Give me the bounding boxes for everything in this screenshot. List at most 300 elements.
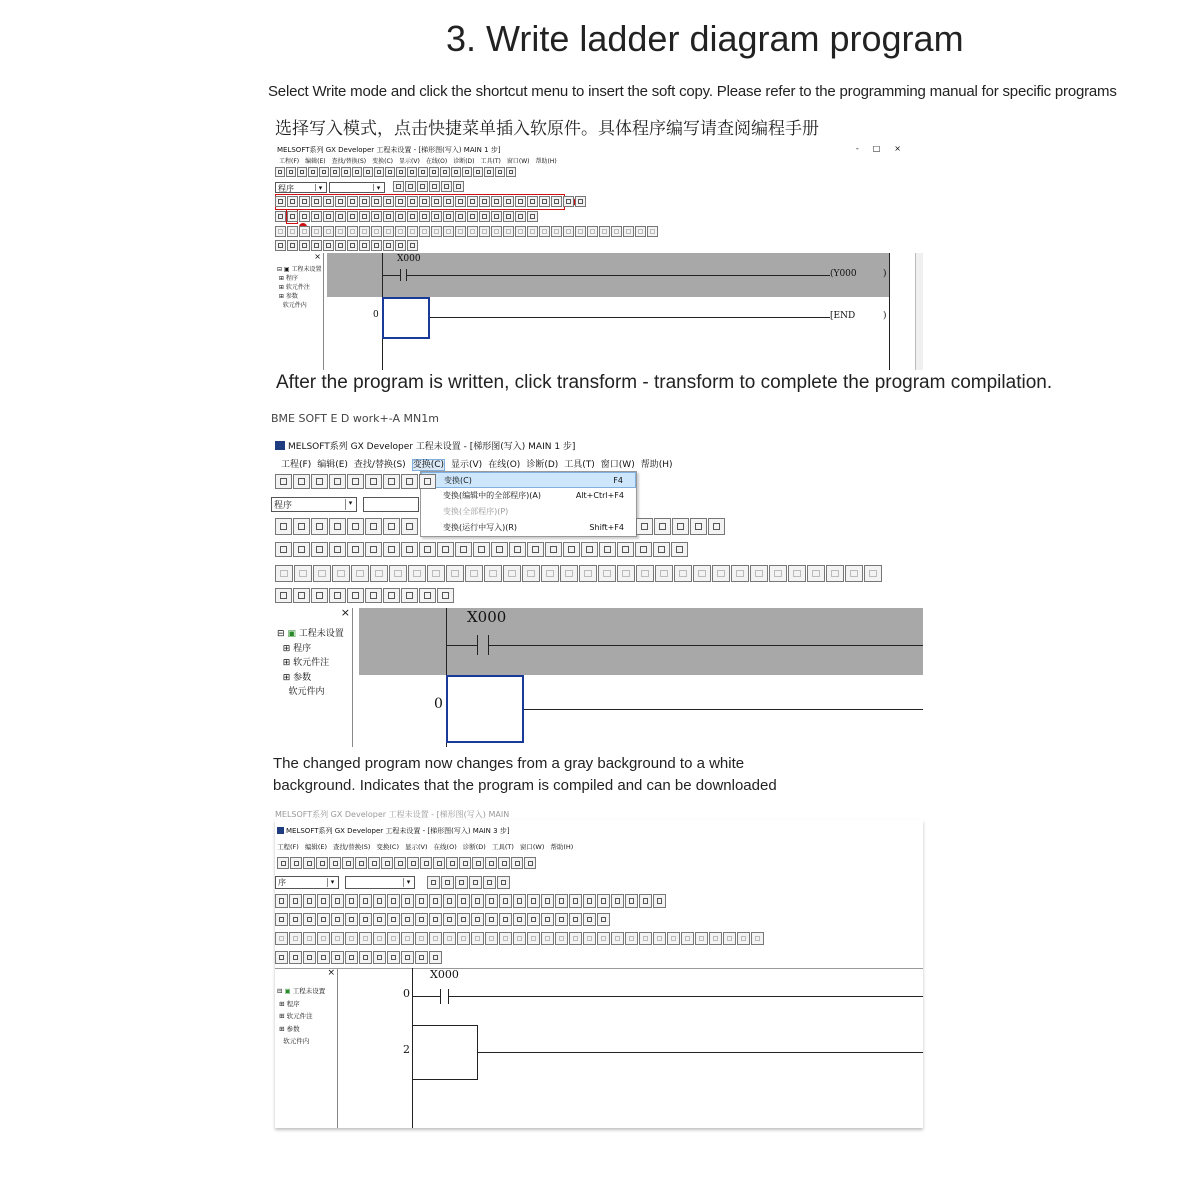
toolbar-icon-button[interactable] (303, 951, 316, 964)
toolbar-icon-button[interactable] (373, 913, 386, 926)
toolbar-icon-button[interactable] (359, 196, 370, 207)
toolbar-icon-button[interactable] (599, 542, 616, 557)
toolbar-icon-button[interactable] (396, 167, 406, 177)
toolbar-icon-button[interactable] (636, 518, 653, 535)
toolbar-icon-button[interactable] (527, 894, 540, 908)
tree-parameter[interactable]: ⊞ 参数 (277, 1024, 300, 1033)
toolbar-icon-button[interactable] (551, 196, 562, 207)
toolbar-icon-button[interactable] (308, 167, 318, 177)
toolbar-icon-button[interactable] (472, 857, 484, 869)
toolbar-icon-button[interactable] (389, 565, 407, 582)
toolbar-icon-button[interactable] (465, 565, 483, 582)
toolbar-icon-button[interactable] (311, 542, 328, 557)
menu-convert[interactable]: 变换(C) (376, 843, 400, 851)
toolbar-icon-button[interactable] (597, 913, 610, 926)
toolbar-icon-button[interactable] (347, 518, 364, 535)
toolbar-icon-button[interactable] (395, 196, 406, 207)
menu-item-convert-online[interactable]: 变换(运行中写入)(R) Shift+F4 (443, 523, 624, 532)
toolbar-icon-button[interactable] (347, 542, 364, 557)
toolbar-icon-button[interactable] (451, 167, 461, 177)
toolbar-icon-button[interactable] (341, 167, 351, 177)
toolbar-icon-button[interactable] (462, 167, 472, 177)
toolbar-icon-button[interactable] (498, 857, 510, 869)
toolbar-icon-button[interactable] (446, 857, 458, 869)
edit-cursor[interactable] (446, 675, 524, 743)
toolbar-icon-button[interactable] (443, 211, 454, 222)
toolbar-icon-button[interactable] (359, 913, 372, 926)
tree-parameter[interactable]: ⊞ 参数 (277, 293, 298, 300)
menu-find-replace[interactable]: 查找/替换(S) (331, 158, 367, 165)
menu-diagnostics[interactable]: 诊断(D) (453, 158, 475, 165)
toolbar-icon-button[interactable] (524, 857, 536, 869)
toolbar-icon-button[interactable] (289, 913, 302, 926)
toolbar-icon-button[interactable] (527, 196, 538, 207)
toolbar-icon-button[interactable] (311, 588, 328, 603)
menu-help[interactable]: 帮助(H) (535, 158, 557, 165)
toolbar-icon-button[interactable] (331, 894, 344, 908)
toolbar-icon-button[interactable] (359, 932, 372, 945)
toolbar-icon-button[interactable] (352, 167, 362, 177)
toolbar-icon-button[interactable] (653, 894, 666, 908)
toolbar-icon-button[interactable] (611, 894, 624, 908)
menu-project[interactable]: 工程(F) (281, 460, 312, 470)
toolbar-icon-button[interactable] (351, 565, 369, 582)
toolbar-icon-button[interactable] (419, 542, 436, 557)
toolbar-icon-button[interactable] (457, 894, 470, 908)
toolbar-icon-button[interactable] (373, 951, 386, 964)
toolbar-icon-button[interactable] (332, 565, 350, 582)
menu-online[interactable]: 在线(O) (425, 158, 448, 165)
toolbar-icon-button[interactable] (383, 226, 394, 237)
toolbar-icon-button[interactable] (617, 565, 635, 582)
toolbar-icon-button[interactable] (275, 196, 286, 207)
toolbar-icon-button[interactable] (383, 240, 394, 251)
toolbar-icon-button[interactable] (275, 951, 288, 964)
toolbar-icon-button[interactable] (583, 932, 596, 945)
toolbar-icon-button[interactable] (420, 857, 432, 869)
toolbar-icon-button[interactable] (365, 542, 382, 557)
toolbar-icon-button[interactable] (431, 196, 442, 207)
toolbar-icon-button[interactable] (541, 913, 554, 926)
toolbar-icon-button[interactable] (427, 565, 445, 582)
menu-window[interactable]: 窗口(W) (519, 843, 545, 851)
toolbar-icon-button[interactable] (541, 894, 554, 908)
toolbar-icon-button[interactable] (446, 565, 464, 582)
program-combo[interactable]: 序 ▾ (275, 876, 339, 889)
toolbar-icon-button[interactable] (437, 542, 454, 557)
toolbar-icon-button[interactable] (455, 876, 468, 889)
toolbar-icon-button[interactable] (373, 932, 386, 945)
menu-window[interactable]: 窗口(W) (506, 158, 530, 165)
tree-root[interactable]: ⊟ ▣ 工程未设置 (277, 987, 326, 995)
menu-tools[interactable]: 工具(T) (480, 158, 501, 165)
toolbar-icon-button[interactable] (287, 196, 298, 207)
toolbar-icon-button[interactable] (311, 474, 328, 489)
toolbar-icon-button[interactable] (457, 932, 470, 945)
toolbar-icon-button[interactable] (484, 167, 494, 177)
toolbar-icon-button[interactable] (499, 913, 512, 926)
toolbar-icon-button[interactable] (597, 894, 610, 908)
toolbar-icon-button[interactable] (335, 211, 346, 222)
toolbar-icon-button[interactable] (293, 474, 310, 489)
toolbar-icon-button[interactable] (485, 857, 497, 869)
toolbar-icon-button[interactable] (625, 894, 638, 908)
toolbar-icon-button[interactable] (287, 240, 298, 251)
tree-device-comment[interactable]: ⊞ 软元件注 (277, 1012, 313, 1020)
menu-edit[interactable]: 编辑(E) (304, 843, 327, 851)
toolbar-icon-button[interactable] (359, 951, 372, 964)
toolbar-icon-button[interactable] (385, 167, 395, 177)
toolbar-icon-button[interactable] (407, 196, 418, 207)
toolbar-icon-button[interactable] (497, 876, 510, 889)
toolbar-icon-button[interactable] (427, 876, 440, 889)
toolbar-icon-button[interactable] (443, 913, 456, 926)
menu-item-convert-all-editing[interactable]: 变换(编辑中的全部程序)(A) Alt+Ctrl+F4 (443, 491, 624, 500)
toolbar-icon-button[interactable] (387, 951, 400, 964)
toolbar-icon-button[interactable] (313, 565, 331, 582)
toolbar-icon-button[interactable] (479, 196, 490, 207)
toolbar-icon-button[interactable] (407, 240, 418, 251)
block-combo[interactable]: ▾ (345, 876, 415, 889)
toolbar-icon-button[interactable] (769, 565, 787, 582)
toolbar-icon-button[interactable] (788, 565, 806, 582)
toolbar-icon-button[interactable] (335, 196, 346, 207)
toolbar-icon-button[interactable] (625, 932, 638, 945)
toolbar-icon-button[interactable] (441, 876, 454, 889)
toolbar-icon-button[interactable] (569, 913, 582, 926)
toolbar-icon-button[interactable] (415, 951, 428, 964)
toolbar-icon-button[interactable] (455, 226, 466, 237)
toolbar-icon-button[interactable] (395, 240, 406, 251)
toolbar-icon-button[interactable] (443, 894, 456, 908)
toolbar-icon-button[interactable] (437, 588, 454, 603)
toolbar-icon-button[interactable] (506, 167, 516, 177)
toolbar-icon-button[interactable] (368, 857, 380, 869)
toolbar-icon-button[interactable] (491, 196, 502, 207)
tree-parameter[interactable]: ⊞ 参数 (277, 672, 312, 683)
edit-cursor[interactable] (382, 297, 430, 339)
toolbar-icon-button[interactable] (479, 211, 490, 222)
program-combo[interactable]: 程序 ▾ (271, 497, 357, 512)
toolbar-icon-button[interactable] (555, 932, 568, 945)
close-button[interactable]: × (894, 144, 915, 153)
menu-window[interactable]: 窗口(W) (600, 460, 635, 470)
toolbar-icon-button[interactable] (579, 565, 597, 582)
close-tree-icon[interactable]: × (327, 968, 335, 978)
toolbar-icon-button[interactable] (311, 518, 328, 535)
toolbar-icon-button[interactable] (359, 240, 370, 251)
toolbar-icon-button[interactable] (401, 894, 414, 908)
maximize-button[interactable]: □ (872, 144, 895, 153)
toolbar-icon-button[interactable] (681, 932, 694, 945)
toolbar-icon-button[interactable] (433, 857, 445, 869)
toolbar-icon-button[interactable] (299, 196, 310, 207)
toolbar-icon-button[interactable] (527, 913, 540, 926)
toolbar-icon-button[interactable] (345, 894, 358, 908)
toolbar-icon-button[interactable] (459, 857, 471, 869)
toolbar-icon-button[interactable] (479, 226, 490, 237)
toolbar-icon-button[interactable] (289, 932, 302, 945)
toolbar-icon-button[interactable] (370, 565, 388, 582)
toolbar-icon-button[interactable] (347, 196, 358, 207)
menu-view[interactable]: 显示(V) (451, 460, 483, 470)
toolbar-icon-button[interactable] (635, 542, 652, 557)
toolbar-icon-button[interactable] (275, 211, 286, 222)
toolbar-icon-button[interactable] (639, 894, 652, 908)
toolbar-icon-button[interactable] (443, 932, 456, 945)
menu-tools[interactable]: 工具(T) (564, 460, 595, 470)
vertical-scrollbar[interactable] (915, 253, 923, 370)
menu-item-convert[interactable]: 变换(C) F4 (421, 472, 636, 488)
toolbar-icon-button[interactable] (335, 226, 346, 237)
toolbar-icon-button[interactable] (319, 167, 329, 177)
toolbar-icon-button[interactable] (515, 211, 526, 222)
toolbar-icon-button[interactable] (329, 518, 346, 535)
toolbar-icon-button[interactable] (365, 518, 382, 535)
toolbar-icon-button[interactable] (513, 894, 526, 908)
toolbar-icon-button[interactable] (443, 196, 454, 207)
toolbar-icon-button[interactable] (471, 894, 484, 908)
toolbar-icon-button[interactable] (636, 565, 654, 582)
toolbar-icon-button[interactable] (395, 211, 406, 222)
toolbar-icon-button[interactable] (311, 226, 322, 237)
toolbar-icon-button[interactable] (323, 211, 334, 222)
toolbar-icon-button[interactable] (429, 167, 439, 177)
toolbar-icon-button[interactable] (647, 226, 658, 237)
toolbar-icon-button[interactable] (511, 857, 523, 869)
toolbar-icon-button[interactable] (708, 518, 725, 535)
toolbar-icon-button[interactable] (407, 226, 418, 237)
toolbar-icon-button[interactable] (293, 542, 310, 557)
toolbar-icon-button[interactable] (317, 913, 330, 926)
toolbar-icon-button[interactable] (491, 542, 508, 557)
tree-device-comment[interactable]: ⊞ 软元件注 (277, 658, 330, 668)
toolbar-icon-button[interactable] (275, 932, 288, 945)
toolbar-icon-button[interactable] (485, 932, 498, 945)
toolbar-icon-button[interactable] (471, 913, 484, 926)
toolbar-icon-button[interactable] (671, 542, 688, 557)
toolbar-icon-button[interactable] (674, 565, 692, 582)
toolbar-icon-button[interactable] (515, 196, 526, 207)
toolbar-icon-button[interactable] (539, 226, 550, 237)
toolbar-icon-button[interactable] (275, 894, 288, 908)
toolbar-icon-button[interactable] (383, 588, 400, 603)
toolbar-icon-button[interactable] (467, 211, 478, 222)
toolbar-icon-button[interactable] (503, 211, 514, 222)
toolbar-icon-button[interactable] (560, 565, 578, 582)
toolbar-icon-button[interactable] (401, 913, 414, 926)
toolbar-icon-button[interactable] (329, 542, 346, 557)
toolbar-icon-button[interactable] (807, 565, 825, 582)
toolbar-icon-button[interactable] (419, 588, 436, 603)
toolbar-icon-button[interactable] (443, 226, 454, 237)
tree-root[interactable]: ⊟ ▣ 工程未设置 (277, 629, 344, 639)
toolbar-icon-button[interactable] (527, 211, 538, 222)
toolbar-icon-button[interactable] (345, 951, 358, 964)
toolbar-icon-button[interactable] (499, 894, 512, 908)
toolbar-icon-button[interactable] (440, 167, 450, 177)
toolbar-icon-button[interactable] (583, 894, 596, 908)
toolbar-icon-button[interactable] (417, 181, 428, 192)
toolbar-icon-button[interactable] (563, 542, 580, 557)
toolbar-icon-button[interactable] (330, 167, 340, 177)
toolbar-icon-button[interactable] (275, 474, 292, 489)
toolbar-icon-button[interactable] (672, 518, 689, 535)
toolbar-icon-button[interactable] (303, 894, 316, 908)
toolbar-icon-button[interactable] (419, 196, 430, 207)
toolbar-icon-button[interactable] (491, 226, 502, 237)
tree-program[interactable]: ⊞ 程序 (277, 275, 298, 282)
toolbar-icon-button[interactable] (653, 542, 670, 557)
toolbar-icon-button[interactable] (471, 932, 484, 945)
toolbar-icon-button[interactable] (495, 167, 505, 177)
toolbar-icon-button[interactable] (467, 226, 478, 237)
toolbar-icon-button[interactable] (317, 894, 330, 908)
toolbar-icon-button[interactable] (359, 226, 370, 237)
toolbar-icon-button[interactable] (331, 951, 344, 964)
toolbar-icon-button[interactable] (401, 542, 418, 557)
toolbar-icon-button[interactable] (347, 588, 364, 603)
toolbar-icon-button[interactable] (611, 226, 622, 237)
toolbar-icon-button[interactable] (441, 181, 452, 192)
toolbar-icon-button[interactable] (275, 226, 286, 237)
toolbar-icon-button[interactable] (347, 240, 358, 251)
toolbar-icon-button[interactable] (335, 240, 346, 251)
toolbar-icon-button[interactable] (359, 894, 372, 908)
toolbar-icon-button[interactable] (289, 894, 302, 908)
toolbar-icon-button[interactable] (394, 857, 406, 869)
toolbar-icon-button[interactable] (617, 542, 634, 557)
toolbar-icon-button[interactable] (563, 196, 574, 207)
toolbar-icon-button[interactable] (499, 932, 512, 945)
close-tree-icon[interactable]: × (340, 606, 350, 619)
menu-online[interactable]: 在线(O) (433, 843, 457, 851)
toolbar-icon-button[interactable] (303, 913, 316, 926)
tree-device-memory[interactable]: 软元件内 (288, 687, 325, 697)
toolbar-icon-button[interactable] (575, 226, 586, 237)
toolbar-icon-button[interactable] (522, 565, 540, 582)
toolbar-icon-button[interactable] (287, 211, 298, 222)
toolbar-icon-button[interactable] (393, 181, 404, 192)
toolbar-icon-button[interactable] (429, 181, 440, 192)
toolbar-icon-button[interactable] (275, 565, 293, 582)
toolbar-icon-button[interactable] (383, 542, 400, 557)
close-tree-icon[interactable]: × (314, 252, 321, 261)
menu-item-convert-all-programs[interactable]: 变换(全部程序)(P) (443, 507, 509, 516)
toolbar-icon-button[interactable] (415, 913, 428, 926)
toolbar-icon-button[interactable] (275, 913, 288, 926)
toolbar-icon-button[interactable] (551, 226, 562, 237)
toolbar-icon-button[interactable] (429, 894, 442, 908)
toolbar-icon-button[interactable] (383, 211, 394, 222)
toolbar-icon-button[interactable] (455, 542, 472, 557)
toolbar-icon-button[interactable] (323, 196, 334, 207)
toolbar-icon-button[interactable] (294, 565, 312, 582)
toolbar-icon-button[interactable] (569, 932, 582, 945)
toolbar-icon-button[interactable] (329, 588, 346, 603)
toolbar-icon-button[interactable] (653, 932, 666, 945)
toolbar-icon-button[interactable] (419, 211, 430, 222)
toolbar-icon-button[interactable] (355, 857, 367, 869)
toolbar-icon-button[interactable] (695, 932, 708, 945)
toolbar-icon-button[interactable] (419, 226, 430, 237)
toolbar-icon-button[interactable] (401, 474, 418, 489)
toolbar-icon-button[interactable] (347, 474, 364, 489)
toolbar-icon-button[interactable] (429, 913, 442, 926)
toolbar-icon-button[interactable] (407, 857, 419, 869)
menu-diagnostics[interactable]: 诊断(D) (526, 460, 559, 470)
toolbar-icon-button[interactable] (712, 565, 730, 582)
toolbar-icon-button[interactable] (373, 894, 386, 908)
toolbar-icon-button[interactable] (723, 932, 736, 945)
toolbar-icon-button[interactable] (750, 565, 768, 582)
tree-program[interactable]: ⊞ 程序 (277, 999, 300, 1008)
toolbar-icon-button[interactable] (401, 588, 418, 603)
menu-project[interactable]: 工程(F) (279, 158, 300, 165)
toolbar-icon-button[interactable] (541, 565, 559, 582)
toolbar-icon-button[interactable] (395, 226, 406, 237)
toolbar-icon-button[interactable] (401, 951, 414, 964)
toolbar-icon-button[interactable] (407, 167, 417, 177)
toolbar-icon-button[interactable] (323, 240, 334, 251)
block-combo[interactable] (363, 497, 419, 512)
toolbar-icon-button[interactable] (623, 226, 634, 237)
toolbar-icon-button[interactable] (311, 196, 322, 207)
toolbar-icon-button[interactable] (597, 932, 610, 945)
toolbar-icon-button[interactable] (737, 932, 750, 945)
toolbar-icon-button[interactable] (345, 913, 358, 926)
toolbar-icon-button[interactable] (405, 181, 416, 192)
toolbar-icon-button[interactable] (290, 857, 302, 869)
minimize-button[interactable]: - (855, 144, 873, 153)
toolbar-icon-button[interactable] (690, 518, 707, 535)
toolbar-icon-button[interactable] (418, 167, 428, 177)
toolbar-icon-button[interactable] (275, 240, 286, 251)
toolbar-icon-button[interactable] (342, 857, 354, 869)
toolbar-icon-button[interactable] (845, 565, 863, 582)
toolbar-icon-button[interactable] (635, 226, 646, 237)
toolbar-icon-button[interactable] (289, 951, 302, 964)
toolbar-icon-button[interactable] (509, 542, 526, 557)
toolbar-icon-button[interactable] (408, 565, 426, 582)
menu-help[interactable]: 帮助(H) (640, 460, 673, 470)
toolbar-icon-button[interactable] (731, 565, 749, 582)
toolbar-icon-button[interactable] (469, 876, 482, 889)
toolbar-icon-button[interactable] (527, 932, 540, 945)
toolbar-icon-button[interactable] (311, 240, 322, 251)
tree-device-memory[interactable]: 软元件内 (283, 1037, 310, 1045)
toolbar-icon-button[interactable] (299, 226, 310, 237)
toolbar-icon-button[interactable] (539, 196, 550, 207)
toolbar-icon-button[interactable] (275, 167, 285, 177)
toolbar-icon-button[interactable] (545, 542, 562, 557)
toolbar-icon-button[interactable] (541, 932, 554, 945)
toolbar-icon-button[interactable] (407, 211, 418, 222)
menu-project[interactable]: 工程(F) (277, 843, 299, 851)
toolbar-icon-button[interactable] (419, 474, 436, 489)
toolbar-icon-button[interactable] (491, 211, 502, 222)
toolbar-icon-button[interactable] (453, 181, 464, 192)
menu-convert[interactable]: 变换(C) (372, 158, 394, 165)
toolbar-icon-button[interactable] (598, 565, 616, 582)
tree-root[interactable]: ⊟ ▣ 工程未设置 (277, 266, 322, 273)
toolbar-icon-button[interactable] (431, 211, 442, 222)
toolbar-icon-button[interactable] (387, 913, 400, 926)
toolbar-icon-button[interactable] (317, 951, 330, 964)
toolbar-icon-button[interactable] (826, 565, 844, 582)
toolbar-icon-button[interactable] (293, 588, 310, 603)
toolbar-icon-button[interactable] (467, 196, 478, 207)
